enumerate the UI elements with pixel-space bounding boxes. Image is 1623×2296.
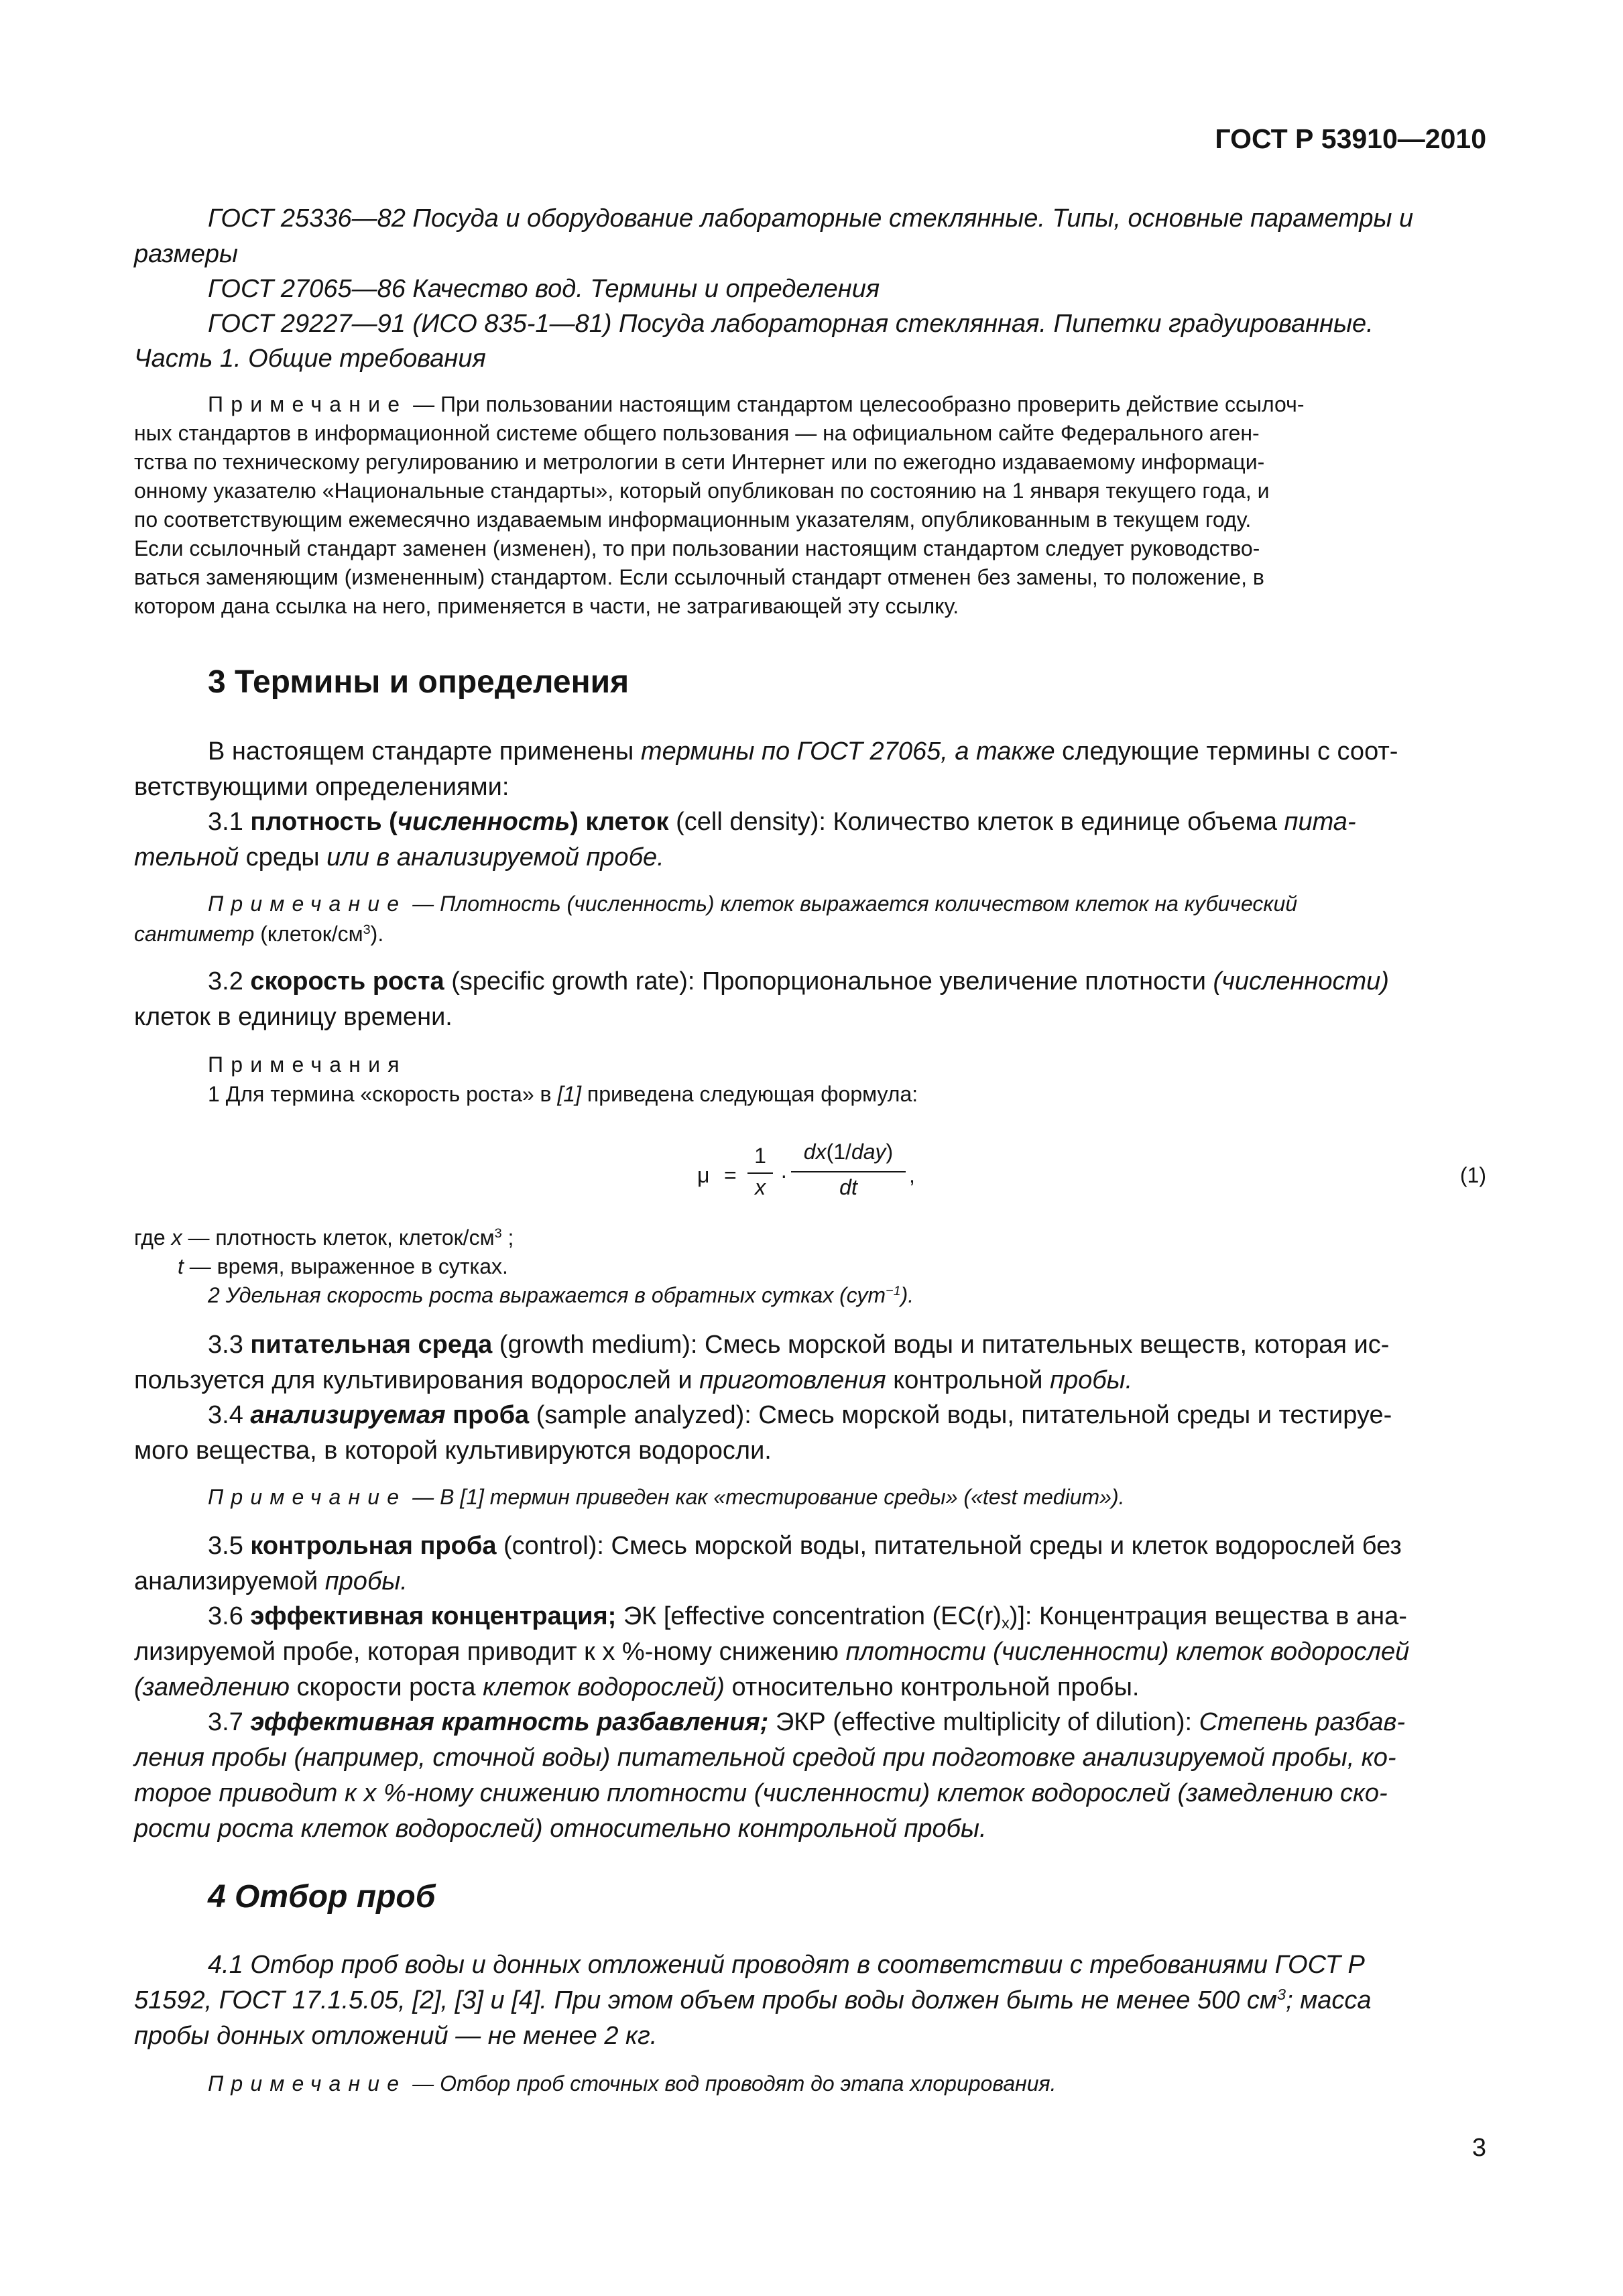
term-definition: 3.3 питательная среда (growth medium): Смесь морской воды и питательных веществ, которая ис- [208,1331,1390,1359]
term-definition: (замедлению скорости роста клеток водорослей) относительно контрольной пробы. [134,1673,1140,1701]
note-line: онному указателю «Национальные стандарты», который опубликован по состоянию на 1 января текущего года, и [134,479,1270,503]
note-line: ных стандартов в информационной системе общего пользования — на официальном сайте Федерального аген- [134,421,1260,445]
note-line: Примечание — Отбор проб сточных вод проводят до этапа хлорирования. [208,2071,1057,2096]
note-line: Примечание — При пользовании настоящим стандартом целесообразно проверить действие ссылоч- [208,392,1305,416]
section-heading: 3 Термины и определения [208,664,629,700]
term-definition: торое приводит к x %-ному снижению плотности (численности) клеток водорослей (замедлению ско- [134,1779,1388,1807]
note-line: Примечание — Плотность (численность) клеток выражается количеством клеток на кубический [208,892,1298,916]
term-definition: 3.2 скорость роста (specific growth rate): Пропорциональное увеличение плотности (численности) [208,967,1389,995]
paragraph-line: пробы донных отложений — не менее 2 кг. [134,2022,658,2050]
formula-number: (1) [1459,1163,1486,1187]
term-definition: пользуется для культивирования водорослей и приготовления контрольной пробы. [134,1366,1133,1394]
term-definition: ления пробы (например, сточной воды) питательной средой при подготовке анализируемой пробы, ко- [134,1744,1396,1772]
note-line: котором дана ссылка на него, применяется в части, не затрагивающей эту ссылку. [134,594,959,618]
reference-line: Часть 1. Общие требования [134,345,486,373]
term-definition: мого вещества, в которой культивируются водоросли. [134,1437,772,1465]
page-number: 3 [1471,2134,1486,2162]
note-line: Если ссылочный стандарт заменен (изменен), то при пользовании настоящим стандартом следует руководство- [134,536,1260,560]
note-line: 2 Удельная скорость роста выражается в обратных сутках (сут$^{-1}$). [208,1283,914,1307]
note-line: ваться заменяющим (измененным) стандартом. Если ссылочный стандарт отменен без замены, то положение, в [134,565,1264,589]
document-id-header: ГОСТ Р 53910—2010 [1215,123,1486,154]
note-label: Примечание [208,392,408,416]
paragraph-line: ветствующими определениями: [134,773,509,801]
term-definition: тельной среды или в анализируемой пробе. [134,843,664,871]
where-line: t — время, выраженное в сутках. [178,1254,508,1278]
note-line: тства по техническому регулированию и метрологии в сети Интернет или по ежегодно издаваемому информаци- [134,450,1265,474]
paragraph-line: В настоящем стандарте применены термины по ГОСТ 27065, а также следующие термины с соот- [208,737,1398,766]
note-line: 1 Для термина «скорость роста» в [1] приведена следующая формула: [208,1082,918,1106]
reference-line: размеры [134,240,238,268]
note-line: Примечание — В [1] термин приведен как «тестирование среды» («test medium»). [208,1485,1125,1509]
paragraph-line: 4.1 Отбор проб воды и донных отложений проводят в соответствии с требованиями ГОСТ Р [208,1951,1365,1979]
note-label: Примечание [208,892,407,916]
term-definition: клеток в единицу времени. [134,1003,453,1031]
term-definition: анализируемой пробы. [134,1567,408,1595]
note-line: по соответствующим ежемесячно издаваемым информационным указателям, опубликованным в текущем году. [134,507,1252,532]
section-heading: 4 Отбор проб [208,1879,436,1915]
term-definition: 3.7 эффективная кратность разбавления; ЭКР (effective multiplicity of dilution): Степень разбав- [208,1708,1405,1736]
term-definition: рости роста клеток водорослей) относительно контрольной пробы. [134,1815,987,1843]
reference-line: ГОСТ 29227—91 (ИСО 835-1—81) Посуда лабораторная стеклянная. Пипетки градуированные. [208,310,1374,338]
term-definition: 3.1 плотность (численность) клеток (cell density): Количество клеток в единице объема пита- [208,808,1356,836]
term-definition: лизируемой пробе, которая приводит к x %-ному снижению плотности (численности) клеток водорослей [134,1638,1410,1666]
paragraph-line: 51592, ГОСТ 17.1.5.05, [2], [3] и [4]. При этом объем пробы воды должен быть не менее 500 $см^3$; масса [134,1986,1372,2014]
note-label: Примечание [208,2071,407,2096]
term-definition: 3.5 контрольная проба (control): Смесь морской воды, питательной среды и клеток водорослей без [208,1532,1402,1560]
note-line: сантиметр $(клеток/см^3)$. [134,922,384,946]
notes-label: Примечания [208,1052,407,1077]
term-definition: 3.6 эффективная концентрация; ЭК [effective concentration $(EC(r)_x)$]: Концентрация вещества в ана- [208,1602,1407,1632]
document-page: ГОСТ Р 53910—2010 ГОСТ 25336—82 Посуда и оборудование лабораторные стеклянные. Типы, основные параметры и размеры ГОСТ 27065—86 Качество вод. Термины и определения ГОСТ 29227—91 (ИСО 835-1—81) Посуда лабораторная стеклянная. Пипетки градуированные. Часть 1. Общие требования Примечание — При пользовании настоящим стандартом целесообразно проверить действие ссылоч- ных стандартов в информационной системе общего пользования — на официальном сайте Федерального аген- тства по техническому регулированию и метрологии в сети Интернет или по ежегодно издаваемому информаци- онному указателю «Национальные стандарты», который опубликован по состоянию на 1 января текущего года, и по соответствующим ежемесячно издаваемым информационным указателям, опубликованным в текущем году. Если ссылочный стандарт заменен (изменен), то при пользовании настоящим стандартом следует руководство- ваться заменяющим (измененным) стандартом. Если ссылочный стандарт отменен без замены, то положение, в котором дана ссылка на него, применяется в части, не затрагивающей эту ссылку. 3 Термины и определения В настоящем стандарте применены термины по ГОСТ 27065, а также следующие термины с соот- ветствующими определениями: 3.1 плотность (численность) клеток (cell density): Количество клеток в единице объема пита- тельной среды или в анализируемой пробе. Примечание — Плотность (численность) клеток выражается количеством клеток на кубический сантиметр $(клеток/см^3)$. 3.2 скорость роста (specific growth rate): Пропорциональное увеличение плотности (численности) клеток в единицу времени. Примечания 1 Для термина «скорость роста» в [1] приведена следующая формула: μ = 1 x · dx(1/day) dt , (1) где x — плотность клеток, клеток/$см^3$ ; t — время, выраженное в сутках. 2 Удельная скорость роста выражается в обратных сутках (сут$^{-1}$). 3.3 питательная среда (growth medium): Смесь морской воды и питательных веществ, которая ис- пользуется для культивирования водорослей и приготовления контрольной пробы. 3.4 анализируемая проба (sample analyzed): Смесь морской воды, питательной среды и тестируе- мого вещества, в которой культивируются водоросли. Примечание — В [1] термин приведен как «тестирование среды» («test medium»). 3.5 контрольная проба (control): Смесь морской воды, питательной среды и клеток водорослей без анализируемой пробы. 3.6 эффективная концентрация; ЭК [effective concentration $(EC(r)_x)$]: Концентрация вещества в ана- лизируемой пробе, которая приводит к x %-ному снижению плотности (численности) клеток водорослей (замедлению скорости роста клеток водорослей) относительно контрольной пробы. 3.7 эффективная кратность разбавления; ЭКР (effective multiplicity of dilution): Степень разбав- ления пробы (например, сточной воды) питательной средой при подготовке анализируемой пробы, ко- торое приводит к x %-ному снижению плотности (численности) клеток водорослей (замедлению ско- рости роста клеток водорослей) относительно контрольной пробы. 4 Отбор проб 4.1 Отбор проб воды и донных отложений проводят в соответствии с требованиями ГОСТ Р 51592, ГОСТ 17.1.5.05, [2], [3] и [4]. При этом объем пробы воды должен быть не менее 500 $см^3$; масса пробы донных отложений — не менее 2 кг. Примечание — Отбор проб сточных вод проводят до этапа хлорирования. 3 [134,123,1486,2162]
where-line: где x — плотность клеток, клеток/$см^3$ ; [134,1225,514,1250]
reference-line: ГОСТ 25336—82 Посуда и оборудование лабораторные стеклянные. Типы, основные параметры и [208,204,1414,233]
term-definition: 3.4 анализируемая проба (sample analyzed): Смесь морской воды, питательной среды и тестируе- [208,1401,1392,1429]
reference-line: ГОСТ 27065—86 Качество вод. Термины и определения [208,275,880,303]
note-label: Примечание [208,1485,407,1509]
